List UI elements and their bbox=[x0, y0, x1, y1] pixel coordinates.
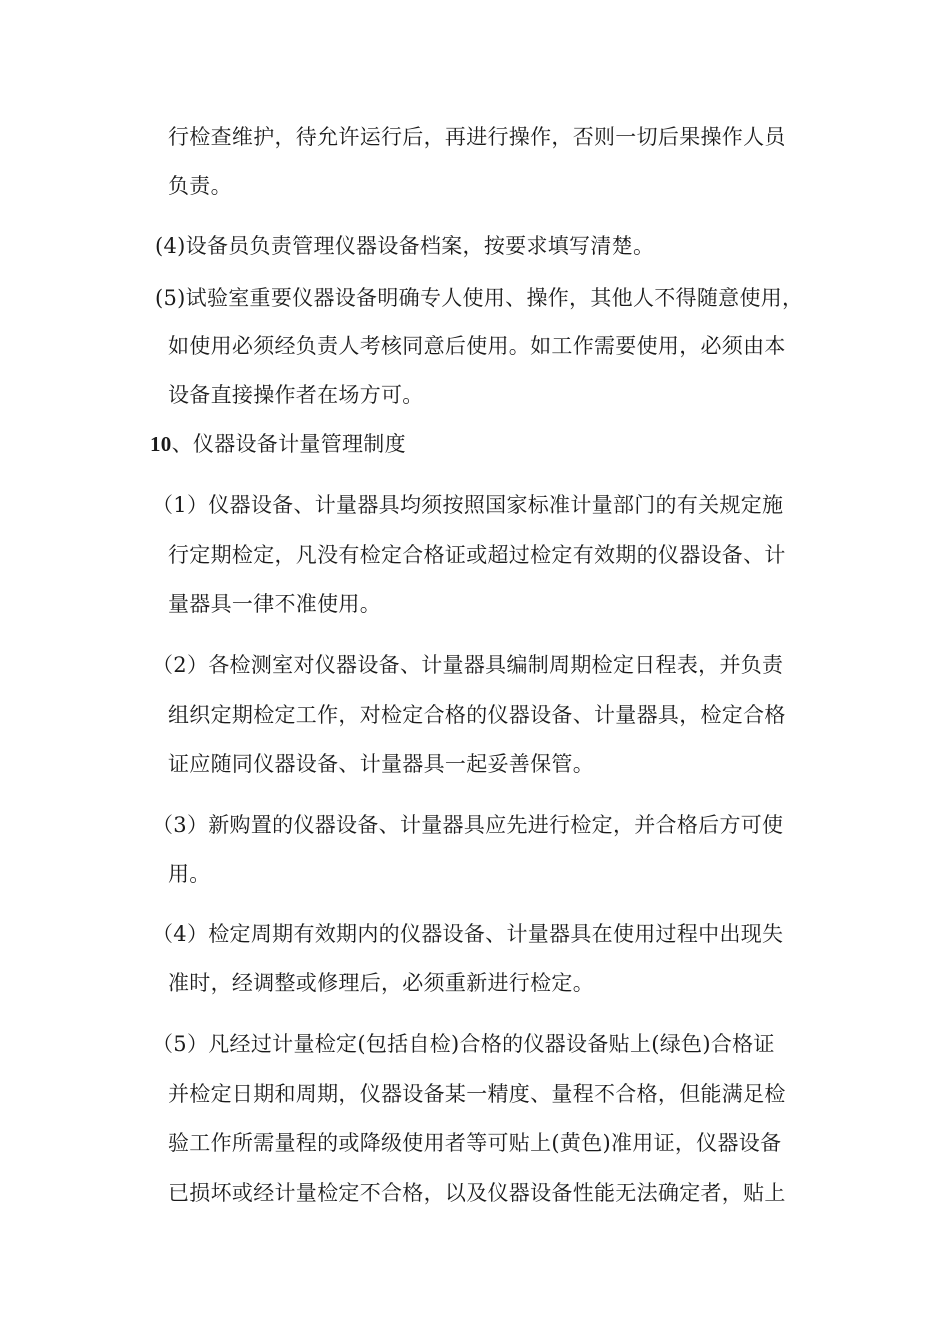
text-line: 验工作所需量程的或降级使用者等可贴上(黄色)准用证，仪器设备 bbox=[168, 1131, 782, 1155]
text-line: 行检查维护，待允许运行后，再进行操作，否则一切后果操作人员 bbox=[168, 125, 786, 149]
section-item-4: （4）检定周期有效期内的仪器设备、计量器具在使用过程中出现失 bbox=[152, 922, 784, 946]
text-line: 如使用必须经负责人考核同意后使用。如工作需要使用，必须由本 bbox=[168, 334, 786, 358]
section-item-5: （5）凡经过计量检定(包括自检)合格的仪器设备贴上(绿色)合格证 bbox=[152, 1032, 775, 1056]
list-item-4: (4)设备员负责管理仪器设备档案，按要求填写清楚。 bbox=[155, 234, 655, 258]
section-number: 10 bbox=[150, 432, 172, 456]
text-line: 用。 bbox=[168, 862, 211, 886]
text-line: 已损坏或经计量检定不合格，以及仪器设备性能无法确定者，贴上 bbox=[168, 1181, 786, 1205]
section-title: 、仪器设备计量管理制度 bbox=[171, 432, 406, 456]
text-line: 准时，经调整或修理后，必须重新进行检定。 bbox=[168, 971, 594, 995]
text-line: 负责。 bbox=[168, 174, 232, 198]
list-item-5: (5)试验室重要仪器设备明确专人使用、操作，其他人不得随意使用， bbox=[155, 286, 804, 310]
text-line: 量器具一律不准使用。 bbox=[168, 592, 381, 616]
text-line: 证应随同仪器设备、计量器具一起妥善保管。 bbox=[168, 752, 594, 776]
section-item-3: （3）新购置的仪器设备、计量器具应先进行检定，并合格后方可使 bbox=[152, 813, 784, 837]
text-line: 组织定期检定工作，对检定合格的仪器设备、计量器具，检定合格 bbox=[168, 703, 786, 727]
text-line: 行定期检定，凡没有检定合格证或超过检定有效期的仪器设备、计 bbox=[168, 543, 786, 567]
text-line: 并检定日期和周期，仪器设备某一精度、量程不合格，但能满足检 bbox=[168, 1082, 786, 1106]
section-heading bbox=[150, 431, 406, 457]
section-item-2: （2）各检测室对仪器设备、计量器具编制周期检定日程表，并负责 bbox=[152, 653, 784, 677]
section-item-1: （1）仪器设备、计量器具均须按照国家标准计量部门的有关规定施 bbox=[152, 493, 784, 517]
text-line: 设备直接操作者在场方可。 bbox=[168, 383, 424, 407]
